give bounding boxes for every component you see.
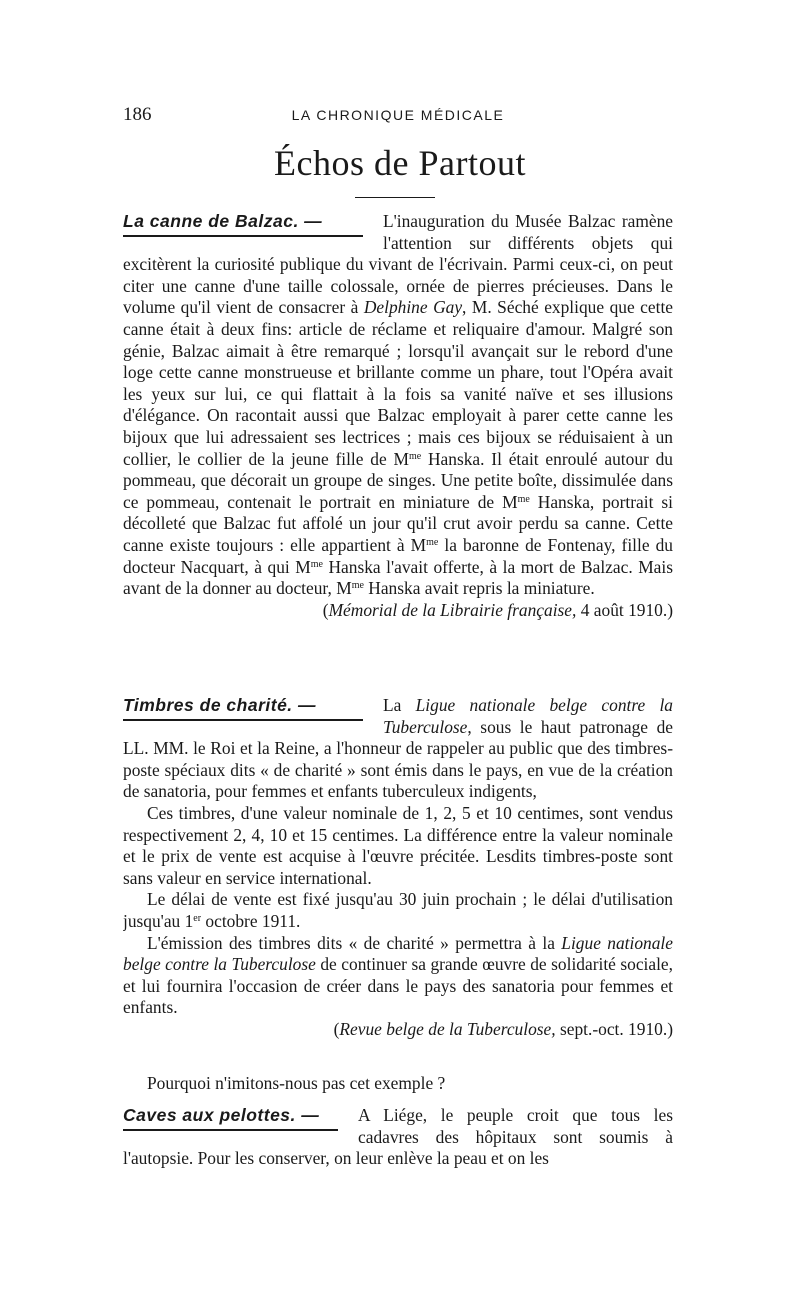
article-paragraph: L'émission des timbres dits « de charité » permettra à la Ligue nationale belge contre la Tuberculose de continuer sa grande œuvre de solidarité sociale, et lui fournira l'occasion de créer dans le pays des sanatoria pour femmes et enfants.: [123, 932, 673, 1018]
heading-underline: [123, 719, 363, 721]
article-paragraph: L'inauguration du Musée Balzac ramène l'attention sur différents objets qui excitèrent la curiosité publique du vivant de l'écrivain. Parmi ceux-ci, on peut citer une canne d'une taille colossale, ornée de pierres précieuses. Dans le volume qu'il vient de consacrer à Delphine Gay, M. Séché explique que cette canne était à deux fins: article de réclame et reliquaire d'amour. Malgré son génie, Balzac aimait à être remarqué ; lorsqu'il avançait sur le rebord d'une loge cette canne monstrueuse et brillante comme un phare, tout l'Opéra avait les yeux sur lui, ce qui flattait à la fois sa vanité naïve et ses illusions d'élégance. On racontait aussi que Balzac employait à parer cette canne les bijoux que lui adressaient ses lectrices ; mais ces bijoux se réduisaient à un collier, le collier de la jeune fille de $M^{me}$ Hanska. Il était enroulé autour du pommeau, que décorait un groupe de singes. Une petite boîte, dissimulée dans ce pommeau, contenait le portrait en miniature de $M^{me}$ Hanska, portrait si décolleté que Balzac fut affolé un jour qu'il crut avoir perdu sa canne. Cette canne existe toujours : elle appartient à $M^{me}$ la baronne de Fontenay, fille du docteur Nacquart, à qui $M^{me}$ Hanska l'avait offerte, à la mort de Balzac. Mais avant de la donner au docteur, $M^{me}$ Hanska avait repris la miniature.: [123, 211, 673, 599]
title-divider: [355, 197, 435, 198]
citation: (Mémorial de la Librairie française, 4 août 1910.): [322, 599, 673, 620]
question-text: Pourquoi n'imitons-nous pas cet exemple ?: [147, 1073, 446, 1093]
article-paragraph: Le délai de vente est fixé jusqu'au 30 juin prochain ; le délai d'utilisation jusqu'au 1er octobre 1911.: [123, 889, 673, 931]
section-heading-text: Caves aux pelottes. —: [123, 1105, 320, 1125]
article-caves: [123, 1105, 673, 1170]
section-heading-text: Timbres de charité. —: [123, 695, 317, 715]
section-heading-caves: [123, 1105, 338, 1143]
article-timbres: [123, 695, 673, 1041]
citation: (Revue belge de la Tuberculose, sept.-oct. 1910.): [333, 1018, 673, 1039]
running-header: [123, 104, 673, 130]
section-heading-balzac: [123, 211, 363, 249]
journal-title: LA CHRONIQUE MÉDICALE: [291, 107, 505, 123]
heading-underline: [123, 1129, 338, 1131]
page-title: Échos de Partout: [274, 143, 526, 183]
heading-underline: [123, 235, 363, 237]
section-heading-timbres: [123, 695, 363, 733]
page-number: 186: [123, 104, 152, 125]
section-heading-text: La canne de Balzac. —: [123, 211, 323, 231]
article-balzac: [123, 211, 673, 621]
article-paragraph: Ces timbres, d'une valeur nominale de 1, 2, 5 et 10 centimes, sont vendus respectivement 2, 4, 10 et 15 centimes. La différence entre la valeur nominale et le prix de vente est acquise à l'œuvre précitée. Lesdits timbres-poste sont sans valeur en service international.: [123, 802, 673, 888]
question-line: [123, 1073, 673, 1095]
article-paragraph: La Ligue nationale belge contre la Tuberculose, sous le haut patronage de LL. MM. le Roi et la Reine, a l'honneur de rappeler au public que des timbres-poste spéciaux dits « de charité » sont émis dans le pays, en vue de la création de sanatoria, pour femmes et enfants tuberculeux indigents,: [123, 695, 673, 802]
article-paragraph: A Liége, le peuple croit que tous les cadavres des hôpitaux sont soumis à l'autopsie. Pour les conserver, on leur enlève la peau et on les: [123, 1105, 673, 1169]
